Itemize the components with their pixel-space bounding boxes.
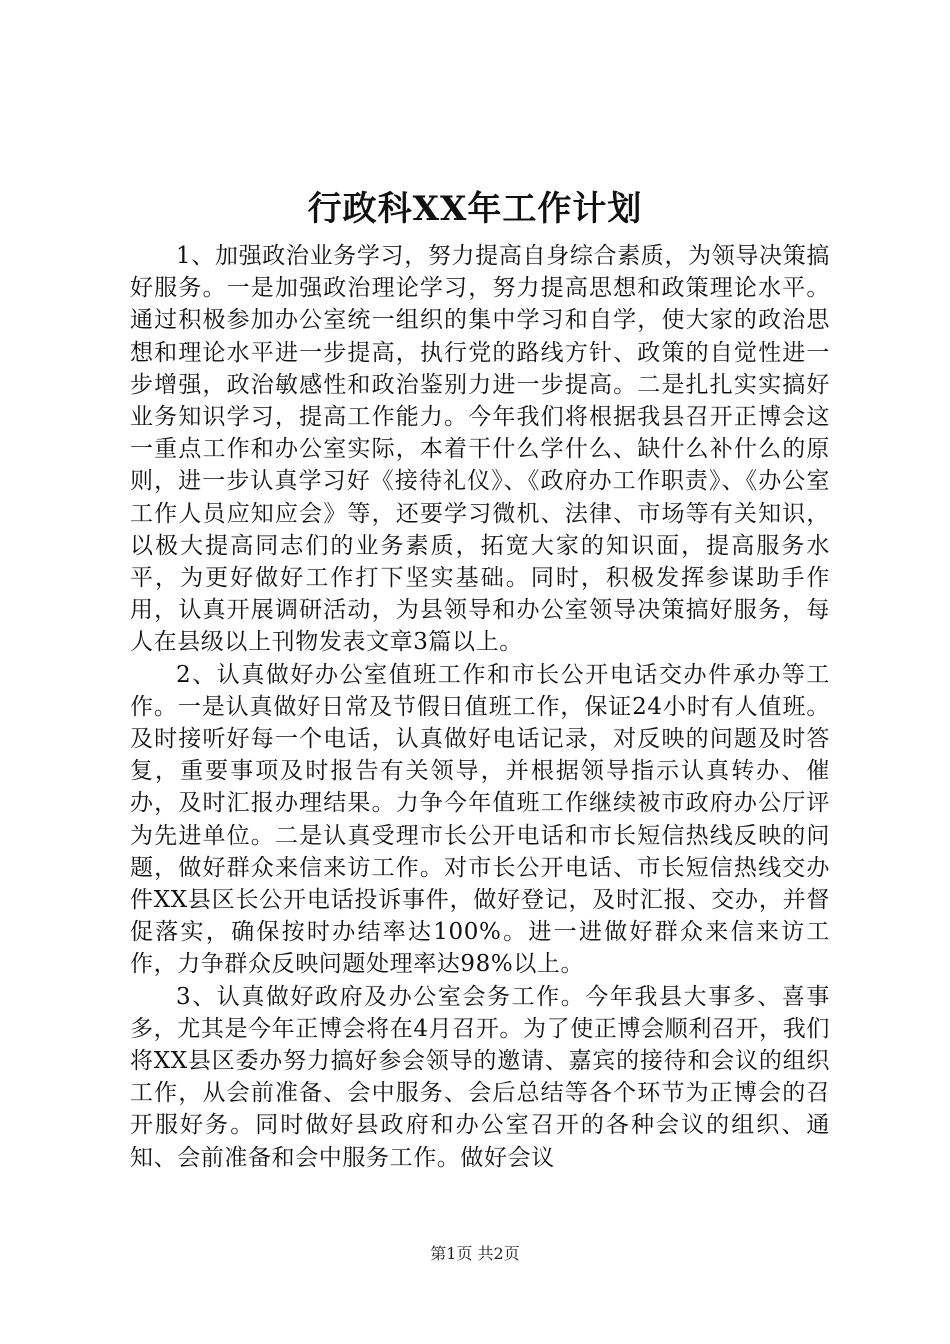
paragraph-3: 3、认真做好政府及办公室会务工作。今年我县大事多、喜事多，尤其是今年正博会将在4月召开。为了使正博会顺利召开，我们将XX县区委办努力搞好参会领导的邀请、嘉宾的接待和会议的组织工作，从会前准备、会中服务、会后总结等各个环节为正博会的召开服好务。同时做好县政府和办公室召开的各种会议的组织、通知、会前准备和会中服务工作。做好会议 [130, 983, 830, 1171]
page-footer: 第1页 共2页 [430, 1244, 520, 1263]
document-body [130, 240, 830, 1174]
document-title: 行政科XX年工作计划 [307, 189, 643, 229]
paragraph-2: 2、认真做好办公室值班工作和市长公开电话交办件承办等工作。一是认真做好日常及节假日值班工作，保证24小时有人值班。及时接听好每一个电话，认真做好电话记录，对反映的问题及时答复，重要事项及时报告有关领导，并根据领导指示认真转办、催办，及时汇报办理结果。力争今年值班工作继续被市政府办公厅评为先进单位。二是认真受理市长公开电话和市长短信热线反映的问题，做好群众来信来访工作。对市长公开电话、市长短信热线交办件XX县区长公开电话投诉事件，做好登记，及时汇报、交办，并督促落实，确保按时办结率达100%。进一进做好群众来信来访工作，力争群众反映问题处理率达98%以上。 [130, 661, 830, 978]
paragraph-1: 1、加强政治业务学习，努力提高自身综合素质，为领导决策搞好服务。一是加强政治理论学习，努力提高思想和政策理论水平。通过积极参加办公室统一组织的集中学习和自学，使大家的政治思想和理论水平进一步提高，执行党的路线方针、政策的自觉性进一步增强，政治敏感性和政治鉴别力进一步提高。二是扎扎实实搞好业务知识学习，提高工作能力。今年我们将根据我县召开正博会这一重点工作和办公室实际，本着干什么学什么、缺什么补什么的原则，进一步认真学习好《接待礼仪》、《政府办工作职责》、《办公室工作人员应知应会》等，还要学习微机、法律、市场等有关知识，以极大提高同志们的业务素质，拓宽大家的知识面，提高服务水平，为更好做好工作打下坚实基础。同时，积极发挥参谋助手作用，认真开展调研活动，为县领导和办公室领导决策搞好服务，每人在县级以上刊物发表文章3篇以上。 [130, 243, 830, 656]
